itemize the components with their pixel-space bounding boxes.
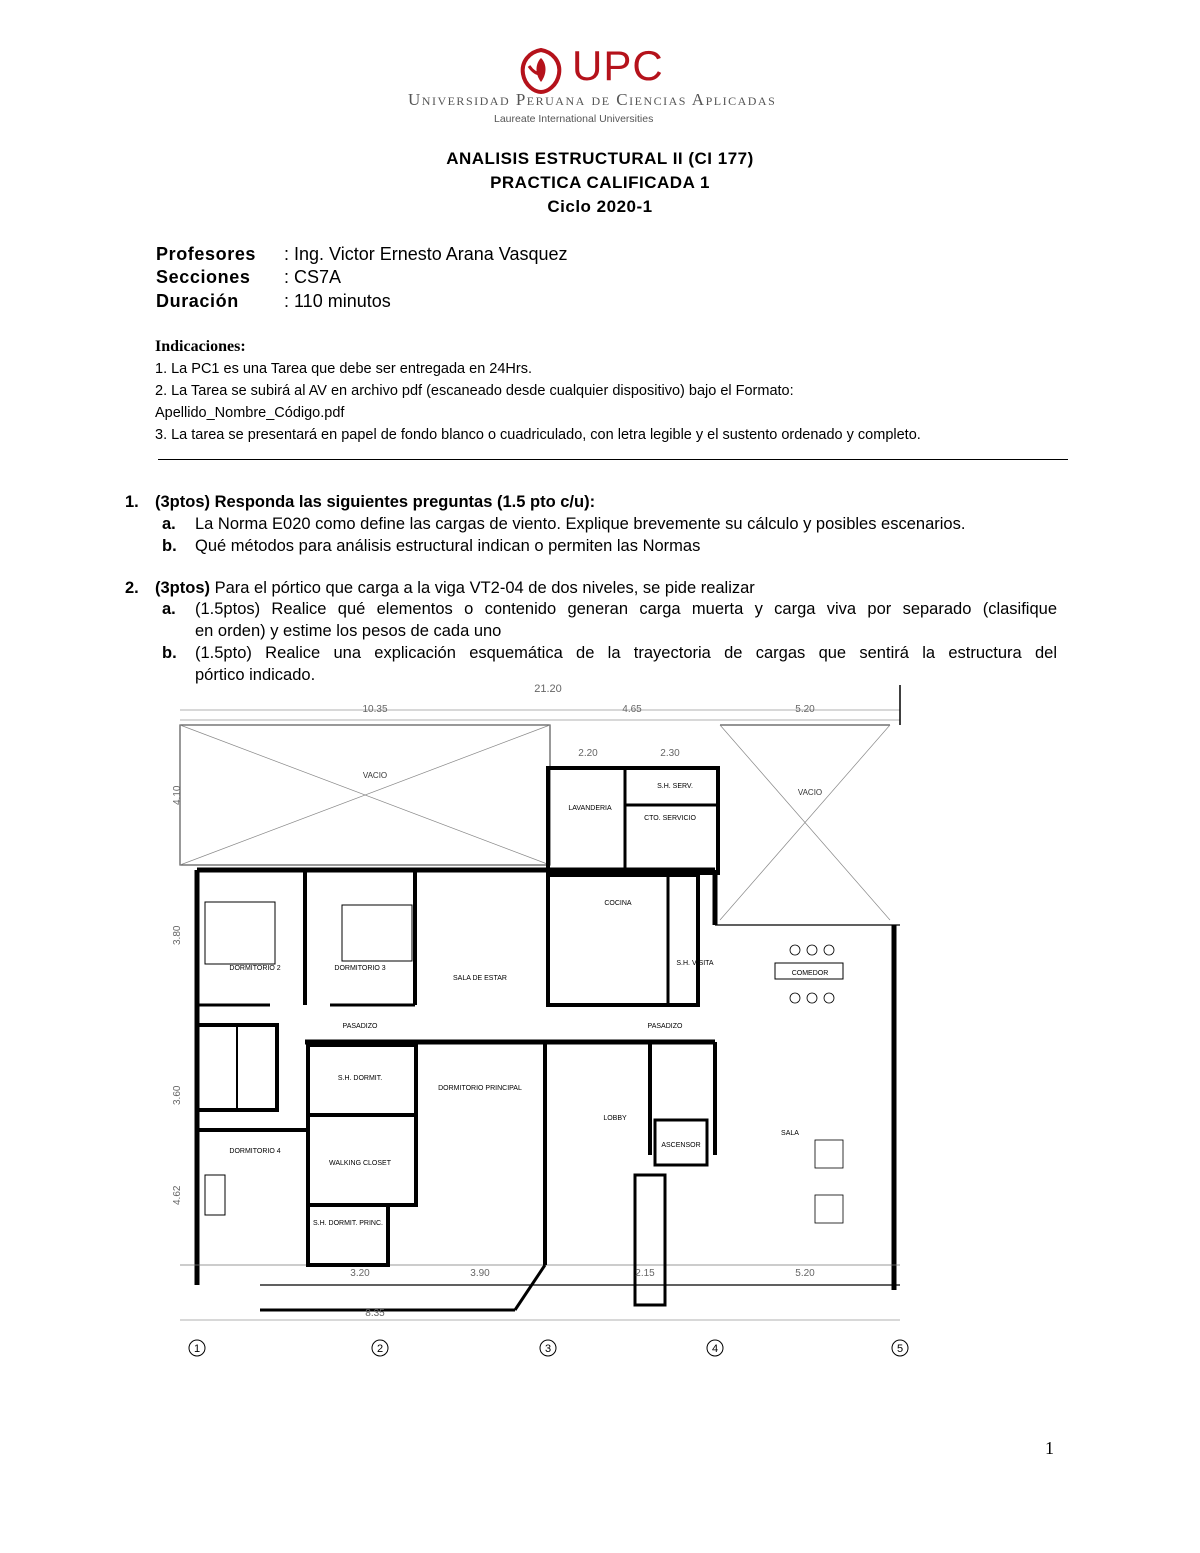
room-label: COCINA — [604, 900, 632, 907]
upc-emblem-icon — [515, 44, 567, 96]
room-label: DORMITORIO 2 — [229, 965, 281, 972]
cycle-title: Ciclo 2020-1 — [547, 197, 653, 216]
room-label: PASADIZO — [342, 1023, 378, 1030]
question-body: Para el pórtico que carga a la viga VT2-04 de dos niveles, se pide realizar — [210, 579, 755, 597]
sub-letter: b. — [162, 644, 177, 662]
profesores-label: Profesores — [156, 244, 257, 264]
sub-text-line2: en orden) y estime los pesos de cada uno — [195, 622, 502, 640]
dim-bottom: 3.90 — [470, 1268, 490, 1279]
exam-title: PRACTICA CALIFICADA 1 — [490, 173, 710, 192]
course-title: ANALISIS ESTRUCTURAL II (CI 177) — [446, 149, 754, 168]
indicacion-item: Apellido_Nombre_Código.pdf — [155, 405, 345, 421]
axis-label: 1 — [193, 1343, 201, 1355]
room-label: DORMITORIO 3 — [334, 965, 386, 972]
question-number: 2. — [125, 579, 139, 597]
room-label: DORMITORIO PRINCIPAL — [438, 1085, 522, 1092]
dim-bottom: 3.20 — [350, 1268, 370, 1279]
sub-text-line2: pórtico indicado. — [195, 666, 316, 684]
question-text — [155, 579, 755, 598]
sub-text: La Norma E020 como define las cargas de viento. Explique brevemente su cálculo y posibles escenarios. — [195, 515, 966, 533]
room-label: LOBBY — [603, 1115, 627, 1122]
indicacion-item: 1. La PC1 es una Tarea que debe ser entregada en 24Hrs. — [155, 361, 532, 377]
dim-left: 4.62 — [172, 1185, 183, 1205]
room-label: PASADIZO — [647, 1023, 683, 1030]
room-label: ASCENSOR — [661, 1142, 701, 1149]
upc-logo-text: UPC — [572, 42, 664, 89]
axis-label: 5 — [896, 1343, 904, 1355]
room-label: VACIO — [797, 788, 823, 797]
indicacion-item: 3. La tarea se presentará en papel de fondo blanco o cuadriculado, con letra legible y el sustento ordenado y completo. — [155, 427, 921, 443]
room-label: S.H. VISITA — [676, 960, 714, 967]
axis-label: 3 — [544, 1343, 552, 1355]
dim-bottom-total: 8.35 — [365, 1308, 385, 1319]
dim-left: 3.80 — [172, 925, 183, 945]
dim-left: 3.60 — [172, 1085, 183, 1105]
room-label: SALA — [781, 1130, 799, 1137]
room-label: S.H. DORMIT. PRINC. — [312, 1220, 384, 1227]
secciones-label: Secciones — [156, 267, 251, 287]
dim-top: 5.20 — [795, 704, 815, 715]
sub-letter: b. — [162, 537, 177, 555]
question-points: (3ptos) — [155, 579, 210, 597]
secciones-value: : CS7A — [284, 267, 342, 287]
profesores-value: : Ing. Victor Ernesto Arana Vasquez — [284, 244, 568, 264]
room-label: SALA DE ESTAR — [453, 975, 507, 982]
room-label: S.H. DORMIT. — [337, 1075, 383, 1082]
dim-top-row2: 2.20 — [578, 748, 598, 759]
university-name: Universidad Peruana de Ciencias Aplicadas — [408, 90, 777, 109]
sub-letter: a. — [162, 600, 176, 618]
sub-letter: a. — [162, 515, 176, 533]
sub-text-line1: (1.5ptos) Realice qué elementos o contenido generan carga muerta y carga viva por separado (clasifique — [195, 600, 1057, 618]
sub-text-line1: (1.5pto) Realice una explicación esquemática de la trayectoria de cargas que sentirá la estructura del — [195, 644, 1057, 662]
dim-bottom: 2.15 — [635, 1268, 655, 1279]
indicacion-item: 2. La Tarea se subirá al AV en archivo pdf (escaneado desde cualquier dispositivo) bajo el Formato: — [155, 383, 794, 399]
room-label: CTO. SERVICIO — [644, 815, 696, 822]
page-number: 1 — [1045, 1438, 1054, 1458]
dim-top-row2: 2.30 — [660, 748, 680, 759]
duracion-label: Duración — [156, 291, 239, 311]
room-label: LAVANDERIA — [568, 805, 612, 812]
dim-left: 4.10 — [172, 785, 183, 805]
dim-total: 21.20 — [534, 683, 562, 695]
network-name: Laureate International Universities — [494, 113, 654, 125]
floor-plan — [160, 680, 920, 1370]
indicaciones-heading: Indicaciones: — [155, 338, 246, 355]
duracion-value: : 110 minutos — [284, 291, 391, 311]
dim-bottom: 5.20 — [795, 1268, 815, 1279]
room-label: COMEDOR — [791, 970, 829, 977]
question-text: (3ptos) Responda las siguientes preguntas (1.5 pto c/u): — [155, 493, 596, 511]
sub-text: Qué métodos para análisis estructural indican o permiten las Normas — [195, 537, 701, 555]
dim-top: 10.35 — [362, 704, 388, 715]
divider — [158, 459, 1068, 460]
dim-top: 4.65 — [622, 704, 642, 715]
room-label: S.H. SERV. — [657, 783, 693, 790]
axis-label: 2 — [376, 1343, 384, 1355]
axis-label: 4 — [711, 1343, 719, 1355]
room-label: VACIO — [362, 771, 388, 780]
room-label: DORMITORIO 4 — [229, 1148, 281, 1155]
room-label: WALKING CLOSET — [329, 1160, 391, 1167]
question-number: 1. — [125, 493, 139, 511]
